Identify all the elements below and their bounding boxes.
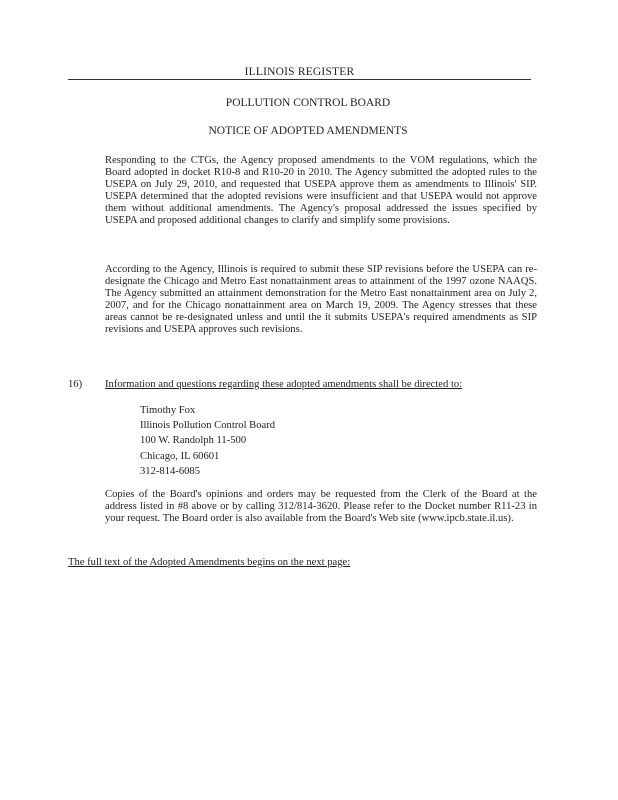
register-title: ILLINOIS REGISTER — [244, 66, 355, 78]
contact-block — [140, 403, 275, 479]
contact-city: Chicago, IL 60601 — [140, 450, 220, 462]
header-rule — [68, 79, 531, 80]
contact-phone: 312-814-6085 — [140, 465, 201, 477]
ctg-paragraph: Responding to the CTGs, the Agency proposed amendments to the VOM regulations, which the Board adopted in docket R10-8 and R10-20 in 2010. The Agency submitted the adopted rules to the USEPA on July 29, 2010, and requested that USEPA approve them as amendments to Illinois' SIP. USEPA determined that the adopted revisions were insufficient and that USEPA would not approve them without additional amendments. The Agency's proposal addressed the issues specified by USEPA and proposed additional changes to clarify and simplify some provisions. — [105, 155, 537, 227]
redesignation-paragraph: According to the Agency, Illinois is required to submit these SIP revisions before the USEPA can re-designate the Chicago and Metro East nonattainment areas to attainment of the 1997 ozone NAAQS. The Agency submitted an attainment demonstration for the Metro East nonattainment area on July 2, 2007, and for the Chicago nonattainment area on March 19, 2009. The Agency stresses that these areas cannot be re-designated unless and until the it submits USEPA's required amendments as SIP revisions and USEPA approves such revisions. — [105, 264, 537, 336]
copies-paragraph: Copies of the Board's opinions and orders may be requested from the Clerk of the Board at the address listed in #8 above or by calling 312/814-3620. Please refer to the Docket number R11-23 in your request. The Board order is also available from the Board's Web site (www.ipcb.state.il.us). — [105, 489, 537, 525]
item-number: 16) — [68, 379, 83, 390]
item-heading: Information and questions regarding these adopted amendments shall be directed to: — [105, 379, 463, 390]
contact-street: 100 W. Randolph 11-500 — [140, 435, 247, 447]
notice-title: NOTICE OF ADOPTED AMENDMENTS — [208, 125, 408, 137]
board-name: POLLUTION CONTROL BOARD — [225, 97, 391, 109]
full-text-note: The full text of the Adopted Amendments begins on the next page: — [68, 557, 351, 568]
contact-org: Illinois Pollution Control Board — [140, 420, 276, 432]
contact-name: Timothy Fox — [140, 405, 196, 416]
